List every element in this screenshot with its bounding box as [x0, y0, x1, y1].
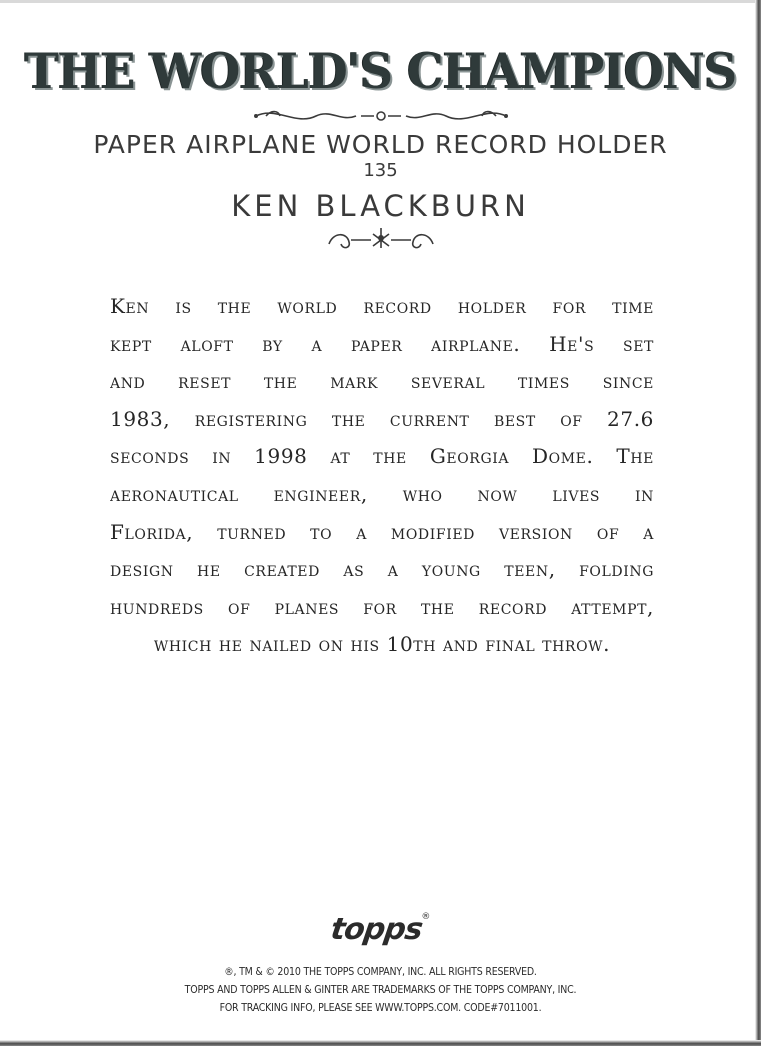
bio-line: aeronautical engineer, who now lives in: [110, 481, 654, 506]
flourish-ornament-icon: [0, 104, 761, 132]
player-name: KEN BLACKBURN: [231, 189, 530, 223]
legal-line: ®, TM & © 2010 THE TOPPS COMPANY, INC. ALL RIGHTS RESERVED.: [224, 966, 537, 978]
bio-line: design he created as a young teen, folding: [110, 557, 654, 582]
bio-line: 1983, registering the current best of 27.6: [110, 406, 654, 431]
card-number: 135: [363, 160, 398, 181]
card-edge-bottom: [0, 1040, 761, 1046]
series-title: THE WORLD'S CHAMPIONS: [24, 42, 737, 100]
bio-line: seconds in 1998 at the Georgia Dome. The: [110, 444, 654, 469]
card-edge-right: [755, 0, 761, 1046]
bio-line: hundreds of planes for the record attempt,: [110, 594, 654, 619]
bio-line: which he nailed on his 10th and final throw.: [153, 632, 611, 657]
bio-line: Florida, turned to a modified version of a: [110, 519, 654, 544]
brand-logo: topps: [328, 912, 424, 947]
legal-line: TOPPS AND TOPPS ALLEN & GINTER ARE TRADEMARKS OF THE TOPPS COMPANY, INC.: [184, 984, 577, 996]
bio-line: Ken is the world record holder for time: [110, 294, 654, 318]
bio-line: kept aloft by a paper airplane. He's set: [110, 331, 654, 356]
flourish-ornament-icon: [0, 222, 761, 256]
legal-line: FOR TRACKING INFO, PLEASE SEE WWW.TOPPS.COM. CODE#7011001.: [219, 1002, 542, 1014]
topps-logo: [0, 912, 761, 947]
legal-notice: [0, 963, 761, 1017]
category-title: PAPER AIRPLANE WORLD RECORD HOLDER: [93, 130, 668, 159]
bio-line: and reset the mark several times since: [110, 369, 654, 394]
bio-text: [110, 288, 654, 664]
card-edge-top: [0, 0, 761, 3]
registered-mark-icon: ®: [421, 912, 431, 922]
